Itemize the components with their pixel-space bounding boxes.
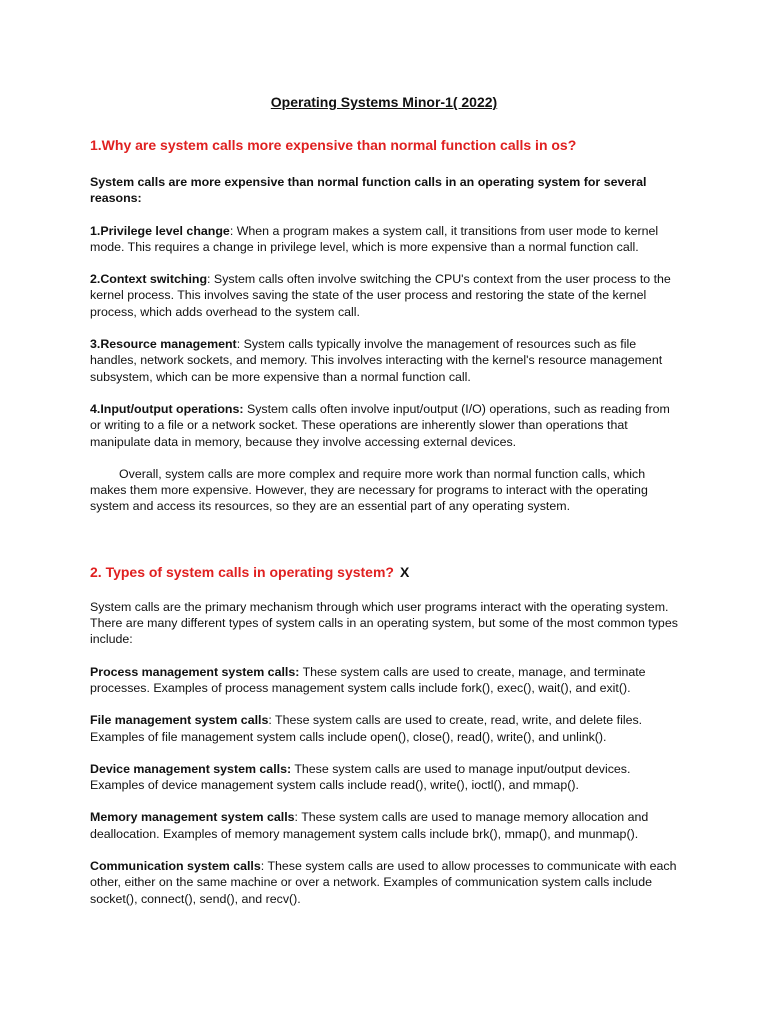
question-2-heading [90,563,680,581]
question-1-heading: 1.Why are system calls more expensive than normal function calls in os? [90,137,577,153]
document-body [90,136,680,907]
syscall-type [90,809,680,842]
question-2-mark: X [399,563,410,580]
type-term: Memory management system calls [90,810,295,825]
type-text: : These system calls are used to create, read, write, and delete files. Examples of file management system calls include open(), close(), read(), write(), and unlink(). [90,713,643,744]
point-term: 2.Context switching [90,272,208,287]
answer-point [90,223,680,256]
question-2-intro: System calls are the primary mechanism through which user programs interact with the operating system. There are many different types of system calls in an operating system, but some of the most common types include: [90,599,678,647]
point-text: System calls often involve input/output (I/O) operations, such as reading from or writing to a file or a network socket. These operations are inherently slower than operations that manipulate data in memory, because they involve accessing external devices. [90,401,670,449]
point-text: : When a program makes a system call, it transitions from user mode to kernel mode. This requires a change in privilege level, which is more expensive than a normal function call. [90,223,659,254]
type-text: : These system calls are used to allow processes to communicate with each other, either on the same machine or over a network. Examples of communication system calls include socket(), connect(), send(), and recv(). [90,859,677,906]
type-text: These system calls are used to create, manage, and terminate processes. Examples of process management system calls include fork(), exec(), wait(), and exit(). [90,664,646,695]
syscall-type [90,664,680,697]
syscall-type [90,858,680,907]
answer-point [90,336,680,385]
syscall-type [90,712,680,745]
answer-point [90,271,680,320]
document-title: Operating Systems Minor-1( 2022) [270,94,498,110]
point-term: 3.Resource management [90,337,237,352]
type-text: : These system calls are used to manage memory allocation and deallocation. Examples of memory management system calls include brk(), mmap(), and munmap(). [90,810,649,841]
point-text: : System calls often involve switching the CPU's context from the user process to the kernel process. This involves saving the state of the user process and restoring the state of the kernel process, which adds overhead to the system call. [90,272,671,319]
type-text: These system calls are used to manage input/output devices. Examples of device management system calls include read(), write(), ioctl(), and mmap(). [90,761,631,793]
type-term: Device management system calls: [90,761,292,776]
syscall-type [90,761,680,794]
type-term: Process management system calls: [90,664,300,679]
question-2-heading-text: 2. Types of system calls in operating system? [90,563,394,580]
point-term: 4.Input/output operations: [90,401,244,416]
point-text: : System calls typically involve the management of resources such as file handles, network sockets, and memory. This involves interacting with the kernel's resource management subsystem, which can be more expensive than a normal function call. [90,337,663,384]
type-term: Communication system calls [90,859,261,874]
question-1-intro: System calls are more expensive than normal function calls in an operating system for several reasons: [90,175,647,206]
answer-point [90,401,680,450]
question-1-conclusion: Overall, system calls are more complex and require more work than normal function calls, which makes them more expensive. However, they are necessary for programs to interact with the operating system and access its resources, so they are an essential part of any operating system. [90,466,648,514]
type-term: File management system calls [90,713,269,728]
point-term: 1.Privilege level change [90,223,230,238]
